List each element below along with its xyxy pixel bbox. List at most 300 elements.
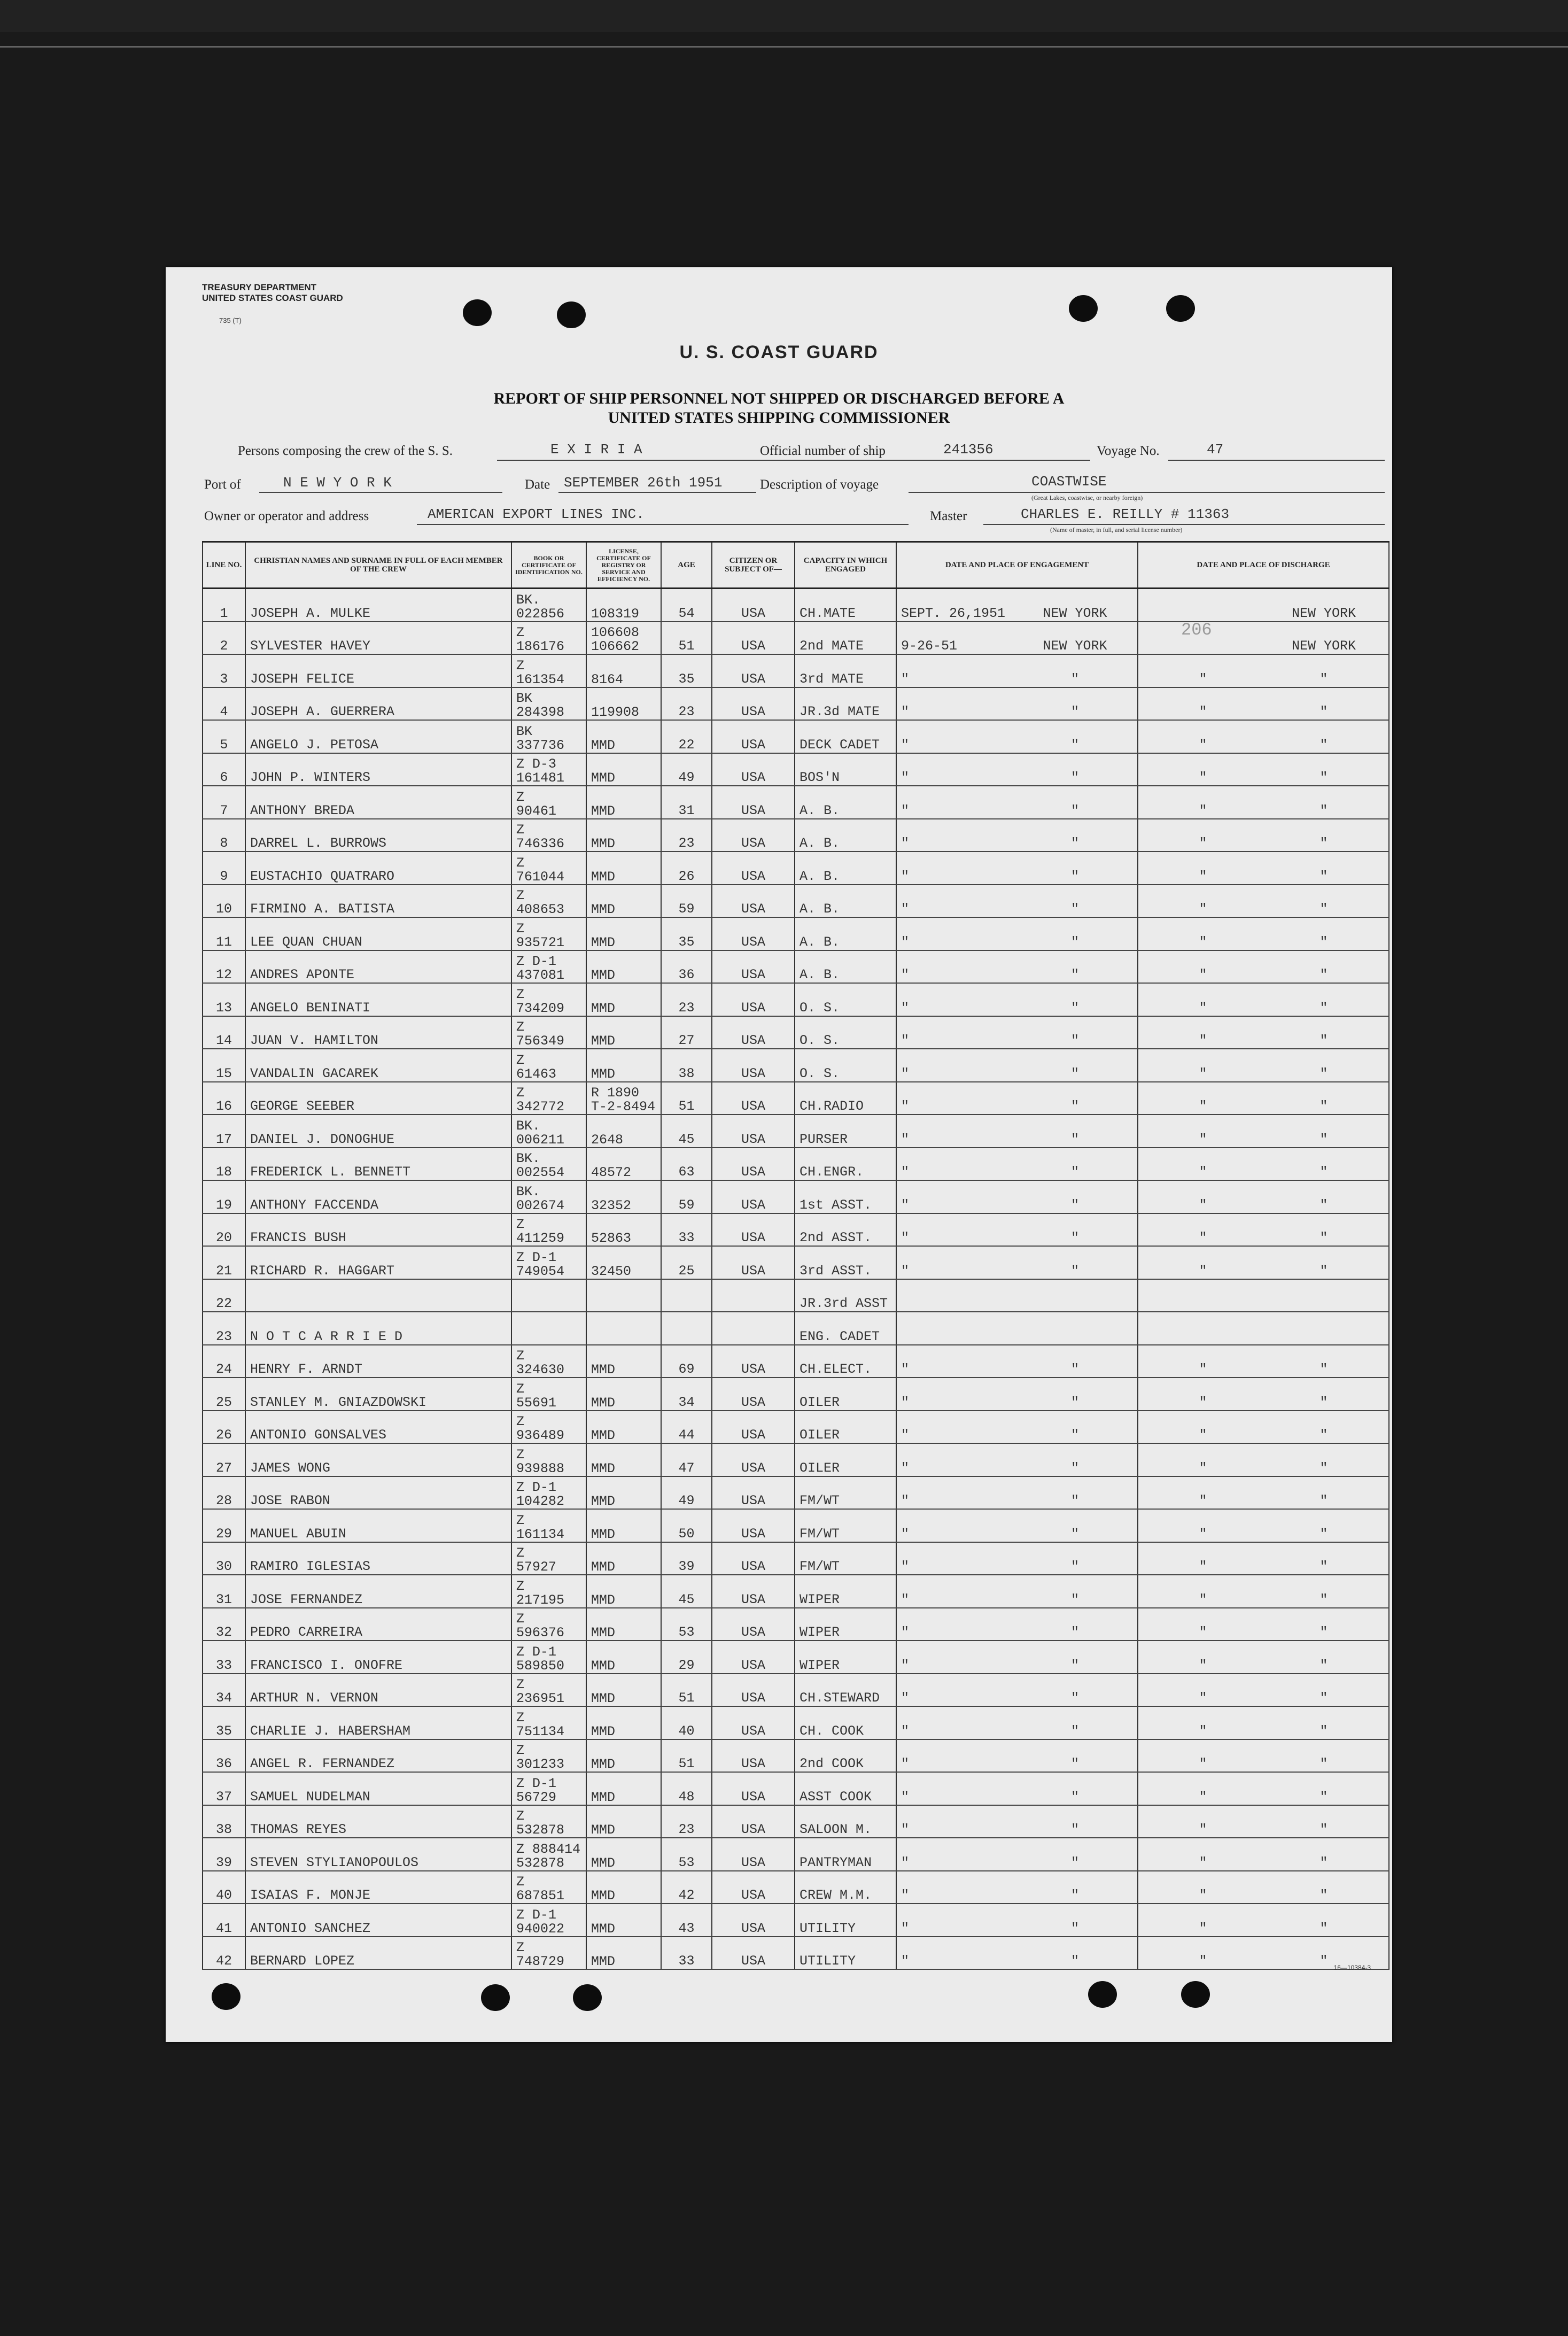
license-line-2: 32352 xyxy=(591,1197,632,1213)
discharge-date: " xyxy=(1199,737,1207,753)
age: 59 xyxy=(661,1180,712,1213)
engagement-date: " xyxy=(901,1822,910,1837)
discharge-date: " xyxy=(1199,1362,1207,1377)
license-number xyxy=(586,1706,661,1739)
discharge-date: " xyxy=(1199,1591,1207,1607)
age: 39 xyxy=(661,1542,712,1575)
line-number: 42 xyxy=(203,1937,245,1970)
capacity: UTILITY xyxy=(795,1937,896,1970)
engagement-place: " xyxy=(1070,1690,1079,1706)
discharge-place: " xyxy=(1319,1000,1328,1016)
line-number: 8 xyxy=(203,819,245,852)
engagement-date: " xyxy=(901,1000,910,1016)
col-line: LINE NO. xyxy=(203,542,245,589)
table-row xyxy=(203,1509,1389,1542)
discharge-place: NEW YORK xyxy=(1291,605,1356,621)
voyage-description: COASTWISE xyxy=(1031,474,1107,490)
agency-title: U. S. COAST GUARD xyxy=(679,342,879,362)
col-name: CHRISTIAN NAMES AND SURNAME IN FULL OF EACH MEMBER OF THE CREW xyxy=(245,542,511,589)
citizenship: USA xyxy=(712,1443,795,1476)
engagement-date: " xyxy=(901,1065,910,1081)
engagement-place: " xyxy=(1070,934,1079,950)
license-line-2: 8164 xyxy=(591,671,624,687)
age: 59 xyxy=(661,885,712,918)
engagement-place: " xyxy=(1070,1394,1079,1410)
discharge-place: " xyxy=(1319,1033,1328,1048)
book-prefix: Z D-1 xyxy=(516,1249,557,1265)
table-row xyxy=(203,1115,1389,1148)
citizenship: USA xyxy=(712,885,795,918)
crew-name: THOMAS REYES xyxy=(245,1805,511,1838)
engagement-date: " xyxy=(901,1230,910,1246)
table-row xyxy=(203,753,1389,786)
book-number xyxy=(511,885,586,918)
engagement-date: " xyxy=(901,1164,910,1180)
book-prefix: Z xyxy=(516,1512,525,1528)
license-line-2: MMD xyxy=(591,1428,616,1443)
age: 23 xyxy=(661,983,712,1016)
engagement-place: " xyxy=(1070,1559,1079,1574)
crew-name: ISAIAS F. MONJE xyxy=(245,1871,511,1904)
discharge-date: " xyxy=(1199,1920,1207,1936)
age: 25 xyxy=(661,1246,712,1279)
discharge-date: " xyxy=(1199,1559,1207,1574)
capacity: WIPER xyxy=(795,1641,896,1674)
discharge-place: NEW YORK xyxy=(1291,638,1356,654)
discharge-date: " xyxy=(1199,704,1207,720)
discharge-date: " xyxy=(1199,1690,1207,1706)
book-value: 939888 xyxy=(516,1460,565,1476)
book-number xyxy=(511,589,586,622)
table-row xyxy=(203,950,1389,984)
engagement-place: " xyxy=(1070,671,1079,687)
book-prefix: Z xyxy=(516,1710,525,1726)
crew-name: PEDRO CARREIRA xyxy=(245,1608,511,1641)
discharge-place: " xyxy=(1319,1394,1328,1410)
crew-name: ANTONIO GONSALVES xyxy=(245,1411,511,1444)
engagement xyxy=(896,1180,1138,1213)
table-row xyxy=(203,1345,1389,1378)
book-value: 411259 xyxy=(516,1231,565,1246)
engagement xyxy=(896,885,1138,918)
capacity: OILER xyxy=(795,1411,896,1444)
book-value: 217195 xyxy=(516,1592,565,1608)
voyage-underline xyxy=(1168,460,1385,461)
license-line-2: 106662 xyxy=(591,639,640,654)
age: 45 xyxy=(661,1575,712,1608)
crew-name: JOHN P. WINTERS xyxy=(245,753,511,786)
discharge-place: " xyxy=(1319,1526,1328,1542)
crew-name: JOSEPH A. GUERRERA xyxy=(245,687,511,721)
citizenship: USA xyxy=(712,1148,795,1181)
book-number xyxy=(511,1016,586,1049)
book-prefix: Z xyxy=(516,888,525,903)
discharge-place: " xyxy=(1319,1591,1328,1607)
citizenship: USA xyxy=(712,950,795,984)
age: 23 xyxy=(661,1805,712,1838)
line-number: 22 xyxy=(203,1279,245,1312)
port-label: Port of xyxy=(204,477,241,492)
citizenship: USA xyxy=(712,1838,795,1871)
capacity: A. B. xyxy=(795,786,896,819)
license-line-2: MMD xyxy=(591,1494,616,1509)
line-number: 15 xyxy=(203,1049,245,1082)
license-line-2: MMD xyxy=(591,1757,616,1772)
book-number xyxy=(511,1509,586,1542)
crew-name: JOSE RABON xyxy=(245,1476,511,1510)
discharge xyxy=(1138,1049,1389,1082)
engagement-date: 9-26-51 xyxy=(901,638,958,654)
book-prefix: Z xyxy=(516,658,525,674)
engagement-date: " xyxy=(901,1756,910,1772)
age: 31 xyxy=(661,786,712,819)
book-value: 342772 xyxy=(516,1099,565,1115)
engagement xyxy=(896,1148,1138,1181)
engagement-date: SEPT. 26,1951 xyxy=(901,605,1006,621)
engagement xyxy=(896,1575,1138,1608)
crew-name: FRANCISCO I. ONOFRE xyxy=(245,1641,511,1674)
license-line-2: 119908 xyxy=(591,705,640,720)
discharge-place: " xyxy=(1319,1427,1328,1443)
discharge-place: " xyxy=(1319,1888,1328,1903)
citizenship: USA xyxy=(712,1739,795,1773)
engagement-place: " xyxy=(1070,1625,1079,1640)
line-number: 30 xyxy=(203,1542,245,1575)
book-number xyxy=(511,622,586,655)
discharge-place: " xyxy=(1319,1953,1328,1969)
book-number xyxy=(511,1115,586,1148)
age: 49 xyxy=(661,1476,712,1510)
age: 63 xyxy=(661,1148,712,1181)
capacity: CH.STEWARD xyxy=(795,1674,896,1707)
discharge-date: " xyxy=(1199,1460,1207,1476)
engagement-place: " xyxy=(1070,1953,1079,1969)
book-value: 687851 xyxy=(516,1888,565,1904)
table-row xyxy=(203,1213,1389,1247)
age: 45 xyxy=(661,1115,712,1148)
discharge-date: " xyxy=(1199,836,1207,851)
book-prefix: Z xyxy=(516,1085,525,1101)
capacity: BOS'N xyxy=(795,753,896,786)
citizenship: USA xyxy=(712,1871,795,1904)
license-line-2: MMD xyxy=(591,1559,616,1575)
engagement xyxy=(896,1641,1138,1674)
line-number: 17 xyxy=(203,1115,245,1148)
punch-hole xyxy=(573,1984,602,2011)
table-row xyxy=(203,786,1389,819)
line-number: 40 xyxy=(203,1871,245,1904)
table-row xyxy=(203,1378,1389,1411)
capacity: A. B. xyxy=(795,852,896,885)
discharge-date: " xyxy=(1199,1263,1207,1279)
discharge-date: " xyxy=(1199,671,1207,687)
engagement-date: " xyxy=(901,1789,910,1805)
book-prefix: Z xyxy=(516,822,525,838)
table-row xyxy=(203,983,1389,1016)
book-number xyxy=(511,1345,586,1378)
license-number xyxy=(586,1312,661,1345)
capacity: CH.ELECT. xyxy=(795,1345,896,1378)
book-prefix: BK xyxy=(516,691,533,706)
book-number xyxy=(511,1213,586,1247)
line-number: 34 xyxy=(203,1674,245,1707)
discharge-place: " xyxy=(1319,1822,1328,1837)
engagement-date: " xyxy=(901,1559,910,1574)
book-number xyxy=(511,1542,586,1575)
citizenship: USA xyxy=(712,983,795,1016)
license-number xyxy=(586,1509,661,1542)
capacity: CH.RADIO xyxy=(795,1082,896,1115)
discharge xyxy=(1138,1706,1389,1739)
crew-name: ANDRES APONTE xyxy=(245,950,511,984)
line-number: 18 xyxy=(203,1148,245,1181)
book-value: 002674 xyxy=(516,1197,565,1213)
age: 35 xyxy=(661,654,712,687)
col-license: LICENSE, CERTIFICATE OF REGISTRY OR SERVICE AND EFFICIENCY NO. xyxy=(586,542,661,589)
age: 69 xyxy=(661,1345,712,1378)
book-prefix: Z xyxy=(516,1052,525,1068)
line-number: 27 xyxy=(203,1443,245,1476)
discharge-place: " xyxy=(1319,868,1328,884)
discharge-date: " xyxy=(1199,770,1207,785)
citizenship: USA xyxy=(712,654,795,687)
citizenship: USA xyxy=(712,1246,795,1279)
capacity: CREW M.M. xyxy=(795,1871,896,1904)
crew-name: VANDALIN GACAREK xyxy=(245,1049,511,1082)
book-prefix: Z xyxy=(516,1381,525,1397)
discharge xyxy=(1138,819,1389,852)
engagement-place: " xyxy=(1070,1164,1079,1180)
license-line-2: MMD xyxy=(591,1526,616,1542)
capacity: A. B. xyxy=(795,819,896,852)
license-number xyxy=(586,1378,661,1411)
citizenship: USA xyxy=(712,1805,795,1838)
engagement-place: " xyxy=(1070,737,1079,753)
engagement-place: " xyxy=(1070,1099,1079,1114)
line-number: 10 xyxy=(203,885,245,918)
discharge-date: " xyxy=(1199,1657,1207,1673)
engagement xyxy=(896,1805,1138,1838)
license-number xyxy=(586,1838,661,1871)
line-number: 6 xyxy=(203,753,245,786)
table-row xyxy=(203,1049,1389,1082)
book-value: 596376 xyxy=(516,1625,565,1641)
book-value: 161481 xyxy=(516,770,565,786)
engagement-date: " xyxy=(901,770,910,785)
engagement-place: " xyxy=(1070,1920,1079,1936)
license-number xyxy=(586,885,661,918)
license-number xyxy=(586,1904,661,1937)
discharge xyxy=(1138,1213,1389,1247)
discharge-place: " xyxy=(1319,1263,1328,1279)
license-number xyxy=(586,1180,661,1213)
age: 49 xyxy=(661,753,712,786)
table-row xyxy=(203,1772,1389,1805)
discharge xyxy=(1138,1016,1389,1049)
discharge-place: " xyxy=(1319,836,1328,851)
book-number xyxy=(511,1180,586,1213)
engagement xyxy=(896,1608,1138,1641)
capacity: 2nd MATE xyxy=(795,622,896,655)
discharge xyxy=(1138,1509,1389,1542)
license-line-2: MMD xyxy=(591,1395,616,1411)
engagement-date: " xyxy=(901,868,910,884)
engagement xyxy=(896,950,1138,984)
book-value: 940022 xyxy=(516,1921,565,1937)
crew-name: GEORGE SEEBER xyxy=(245,1082,511,1115)
book-prefix: Z xyxy=(516,1447,525,1463)
age: 51 xyxy=(661,622,712,655)
engagement xyxy=(896,819,1138,852)
license-number xyxy=(586,1246,661,1279)
line-number: 13 xyxy=(203,983,245,1016)
capacity: FM/WT xyxy=(795,1476,896,1510)
license-line-2: 48572 xyxy=(591,1165,632,1180)
age: 33 xyxy=(661,1937,712,1970)
citizenship: USA xyxy=(712,622,795,655)
discharge-date: " xyxy=(1199,1065,1207,1081)
discharge xyxy=(1138,1180,1389,1213)
discharge xyxy=(1138,589,1389,622)
line-number: 16 xyxy=(203,1082,245,1115)
engagement-date: " xyxy=(901,836,910,851)
discharge-date: " xyxy=(1199,1888,1207,1903)
book-number xyxy=(511,720,586,753)
book-number xyxy=(511,1312,586,1345)
engagement-place: " xyxy=(1070,1756,1079,1772)
book-value: 56729 xyxy=(516,1789,557,1805)
table-row xyxy=(203,1674,1389,1707)
book-number xyxy=(511,852,586,885)
age: 43 xyxy=(661,1904,712,1937)
report-date: SEPTEMBER 26th 1951 xyxy=(564,475,723,491)
discharge xyxy=(1138,1772,1389,1805)
citizenship: USA xyxy=(712,786,795,819)
table-row xyxy=(203,1937,1389,1970)
engagement xyxy=(896,1674,1138,1707)
book-prefix: BK. xyxy=(516,1184,541,1200)
crew-name: ANTONIO SANCHEZ xyxy=(245,1904,511,1937)
capacity: JR.3d MATE xyxy=(795,687,896,721)
line-number: 23 xyxy=(203,1312,245,1345)
scan-top-edge xyxy=(0,0,1568,32)
capacity: 3rd MATE xyxy=(795,654,896,687)
book-number xyxy=(511,786,586,819)
book-value: 301233 xyxy=(516,1757,565,1772)
license-line-2: MMD xyxy=(591,1723,616,1739)
discharge-place: " xyxy=(1319,1493,1328,1509)
table-row xyxy=(203,1706,1389,1739)
age: 26 xyxy=(661,852,712,885)
license-line-2: MMD xyxy=(591,1855,616,1871)
line-number: 4 xyxy=(203,687,245,721)
official-number: 241356 xyxy=(943,442,993,458)
citizenship: USA xyxy=(712,1345,795,1378)
discharge xyxy=(1138,1641,1389,1674)
age: 35 xyxy=(661,917,712,950)
master-label: Master xyxy=(930,509,967,523)
book-value: 022856 xyxy=(516,606,565,622)
book-prefix: Z xyxy=(516,1217,525,1232)
crew-name: RAMIRO IGLESIAS xyxy=(245,1542,511,1575)
table-row xyxy=(203,1082,1389,1115)
book-number xyxy=(511,1838,586,1871)
col-discharge: DATE AND PLACE OF DISCHARGE xyxy=(1138,542,1389,589)
age xyxy=(661,1312,712,1345)
discharge xyxy=(1138,1345,1389,1378)
engagement xyxy=(896,1016,1138,1049)
engagement-place: " xyxy=(1070,1065,1079,1081)
table-header-row xyxy=(203,542,1389,589)
engagement xyxy=(896,852,1138,885)
line-number: 2 xyxy=(203,622,245,655)
capacity: PANTRYMAN xyxy=(795,1838,896,1871)
crew-name xyxy=(245,1279,511,1312)
book-prefix: Z D-3 xyxy=(516,756,557,772)
license-line-2: MMD xyxy=(591,1066,616,1082)
age: 50 xyxy=(661,1509,712,1542)
book-value: 408653 xyxy=(516,902,565,917)
table-row xyxy=(203,1246,1389,1279)
license-number xyxy=(586,917,661,950)
citizenship: USA xyxy=(712,1016,795,1049)
engagement-date: " xyxy=(901,1657,910,1673)
engagement xyxy=(896,1937,1138,1970)
port-underline xyxy=(259,492,502,493)
book-prefix: Z xyxy=(516,1808,525,1824)
book-value: 761044 xyxy=(516,869,565,885)
table-row xyxy=(203,687,1389,721)
discharge-date: " xyxy=(1199,1953,1207,1969)
license-line-2: MMD xyxy=(591,902,616,917)
book-value: 006211 xyxy=(516,1132,565,1148)
discharge-date: " xyxy=(1199,1756,1207,1772)
book-prefix: Z xyxy=(516,1743,525,1758)
master-name: CHARLES E. REILLY # 11363 xyxy=(1021,506,1230,522)
book-prefix: Z xyxy=(516,1940,525,1955)
table-row xyxy=(203,1904,1389,1937)
license-number xyxy=(586,950,661,984)
discharge-place: " xyxy=(1319,1099,1328,1114)
discharge xyxy=(1138,1575,1389,1608)
book-value: 337736 xyxy=(516,737,565,753)
crew-name: MANUEL ABUIN xyxy=(245,1509,511,1542)
license-number xyxy=(586,1115,661,1148)
punch-hole xyxy=(1069,295,1098,322)
col-capacity: CAPACITY IN WHICH ENGAGED xyxy=(795,542,896,589)
license-number xyxy=(586,819,661,852)
book-prefix: Z xyxy=(516,1578,525,1594)
engagement-place: " xyxy=(1070,1822,1079,1837)
book-prefix: Z D-1 xyxy=(516,1644,557,1660)
engagement xyxy=(896,1772,1138,1805)
discharge xyxy=(1138,852,1389,885)
col-age: AGE xyxy=(661,542,712,589)
discharge-date: " xyxy=(1199,934,1207,950)
age xyxy=(661,1279,712,1312)
book-prefix: Z D-1 xyxy=(516,1907,557,1923)
engagement-place: " xyxy=(1070,770,1079,785)
book-value: 749054 xyxy=(516,1263,565,1279)
engagement-date: " xyxy=(901,1526,910,1542)
book-value: 935721 xyxy=(516,934,565,950)
citizenship: USA xyxy=(712,1049,795,1082)
discharge xyxy=(1138,950,1389,984)
discharge-place: " xyxy=(1319,1854,1328,1870)
license-number xyxy=(586,1213,661,1247)
book-prefix: Z xyxy=(516,1545,525,1561)
crew-name: N O T C A R R I E D xyxy=(245,1312,511,1345)
